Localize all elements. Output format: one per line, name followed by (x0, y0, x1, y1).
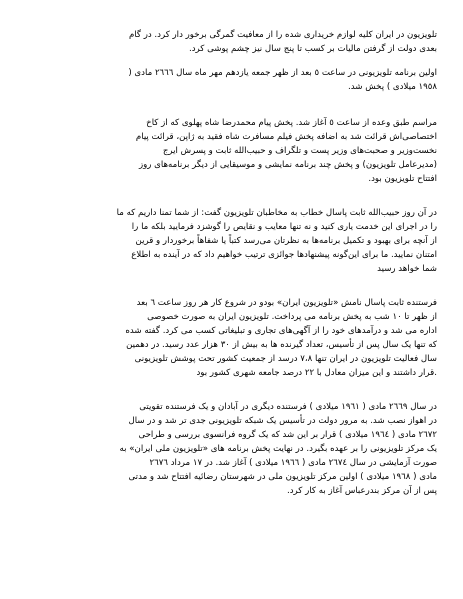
text-line: ١٩٥٨ میلادی ) پخش شد. (348, 82, 437, 92)
paragraph-first-broadcast (33, 66, 437, 94)
paragraph-sabet-address (33, 206, 437, 276)
text-line: ٢٦٧٢ مادی ( ١٩٦٤ میلادی ) قرار بر این شد که یک گروه فرانسوی بررسی و طراحی (138, 430, 437, 440)
text-line: بعدی دولت از گرفتن مالیات بر کسب تا پنج سال نیز چشم پوشی کرد. (188, 44, 437, 54)
text-line: صورت آزمایشی در سال ٢٦٧٤ مادی ( ١٩٦٦ میلادی ) آغاز شد. در ١٧ مرداد ٢٦٧٦ (149, 458, 437, 468)
text-line: (مدیرعامل تلویزیون) و پخش چند برنامه نمایشی و موسیقایی از دیگر برنامه‌های روز (139, 160, 437, 170)
text-line: اولین برنامه تلویزیونی در ساعت ٥ بعد از ظهر جمعه یازدهم مهر ماه سال ٢٦٦٦ مادی ( (128, 68, 437, 78)
text-line: مادی ( ١٩٦٨ میلادی ) اولین مرکز تلویزیون ملی در شهرستان رضائیه افتتاح شد و مدتی (128, 472, 437, 482)
text-line: نخست‌وزیر و صحبت‌های وزیر پست و تلگراف و حبیب‌الله ثابت و پسرش ایرج (162, 146, 437, 156)
text-line: مراسم طبق وعده از ساعت ٥ آغاز شد. پخش پیام محمدرضا شاه پهلوی که از کاخ (146, 118, 437, 128)
text-line: افتتاح تلویزیون بود. (368, 174, 437, 184)
text-line: امتنان نمایید. ما برای این‌گونه پیشنهادها جوائزی ترتیب خواهیم داد که در آینده به اطلاع (131, 250, 437, 260)
text-line: شما خواهد رسید (377, 264, 437, 274)
text-line: در سال ٢٦٦٩ مادی ( ١٩٦١ میلادی ) فرستنده دیگری در آبادان و یک فرستنده تقویتی (139, 402, 437, 412)
text-line: تلویزیون در ایران کلیه لوازم خریداری شده را از معافیت گمرگی برخور دار کرد. در گام (128, 30, 437, 40)
text-line: اداره می شد و درآمدهای خود را از آگهی‌های تجاری و تبلیغاتی کسب می کرد. گفته شده (125, 326, 437, 336)
text-line: از ظهر تا ١٠ شب به پخش برنامه می پرداخت. تلویزیون ایران به صورت خصوصی (147, 312, 437, 322)
paragraph-tax-exemption (33, 28, 437, 56)
text-line: اختصاصی‌اش قرائت شد به اضافه پخش فیلم مسافرت شاه فقید به ژاپن، قرائت پیام (135, 132, 437, 142)
text-line: که تنها یک سال پس از تأسیس، تعداد گیرنده ها به بیش از ٣٠ هزار عدد رسید. در دهمین (126, 340, 437, 350)
paragraph-opening-ceremony (33, 116, 437, 186)
document-page (33, 28, 437, 498)
paragraph-national-tv (33, 400, 437, 498)
text-line: .قرار داشتند و این میزان معادل با ٢٢ درصد جامعه شهری کشور بود (196, 368, 437, 378)
text-line: در آن روز حبیب‌الله ثابت پاسال خطاب به مخاطبان تلویزیون گفت: از شما تمنا داریم که ما (116, 208, 437, 218)
text-line: از آنچه برای بهبود و تکمیل برنامه‌ها به نظرتان می‌رسد کتباً یا شفاهاً برخوردار و قرین (135, 236, 437, 246)
text-line: فرستنده ثابت پاسال نامش «تلویزیون ایران» بودو در شروع کار هر روز ساعت ٦ بعد (136, 298, 437, 308)
text-line: سال فعالیت تلویزیون در ایران تنها ٧،٨ درسد از جمعیت کشور تحت پوشش تلویزیونی (134, 354, 437, 364)
text-line: یک مرکز تلویزیونی را بر عهده بگیرد. در نهایت پخش برنامه های «تلویزیون ملی ایران» به (119, 444, 437, 454)
text-line: در اهواز نصب شد. به مرور دولت در تأسیس یک شبکه تلویزیونی جدی تر شد و در سال (128, 416, 437, 426)
paragraph-television-iran (33, 296, 437, 380)
text-line: را در اجرای این خدمت یاری کنید و نه تنها معایب و نقایص را گوشزد فرمایید بلکه ما را (131, 222, 437, 232)
text-line: پس از آن مرکز بندرعباس آغاز به کار کرد. (287, 486, 437, 496)
